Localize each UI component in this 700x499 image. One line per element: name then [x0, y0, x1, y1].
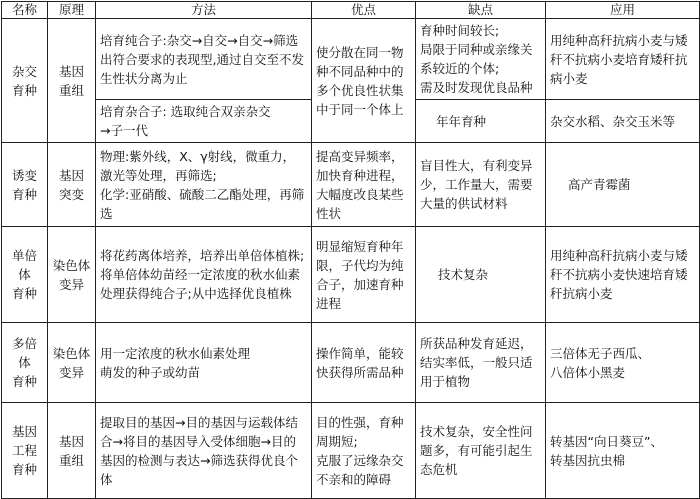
row-advantages: 操作简单，能较快获得所需品种: [312, 323, 416, 403]
row-application: 用纯种高秆抗病小麦与矮秆不抗病小麦快速培育矮秆抗病小麦: [546, 227, 700, 323]
table-row: [2, 323, 700, 403]
header-advantages: 优点: [312, 2, 416, 19]
row-application: 转基因“向日葵豆”、 转基因抗虫棉: [546, 403, 700, 499]
row-method: 提取目的基因→目的基因与运载体结合→将目的基因导入受体细胞→目的基因的检测与表达→筛选获得优良个体: [96, 403, 312, 499]
table-row: [2, 19, 700, 100]
row-method: 用一定浓度的秋水仙素处理 萌发的种子或幼苗: [96, 323, 312, 403]
row-advantages: 目的性强，育种周期短; 克服了远缘杂交不亲和的障碍: [312, 403, 416, 499]
breeding-methods-table: [1, 1, 700, 499]
row-name: 多倍体 育种: [2, 323, 48, 403]
row-application: 用纯种高秆抗病小麦与矮秆不抗病小麦培育矮秆抗病小麦: [546, 19, 700, 100]
header-principle: 原理: [48, 2, 96, 19]
row-disadvantages: 育种时间较长; 局限于同种或亲缘关系较近的个体; 需及时发现优良品种: [416, 19, 546, 100]
row-principle: 基因 重组: [48, 19, 96, 143]
row-name: 诱变 育种: [2, 143, 48, 227]
row-application: 高产青霉菌: [546, 143, 700, 227]
header-disadvantages: 缺点: [416, 2, 546, 19]
table-row: [2, 227, 700, 323]
row-disadvantages: 技术复杂: [416, 227, 546, 323]
row-advantages: 使分散在同一物种不同品种中的多个优良性状集中于同一个体上: [312, 19, 416, 143]
row-advantages: 提高变异频率，加快育种进程，大幅度改良某些性状: [312, 143, 416, 227]
row-application: 杂交水稻、杂交玉米等: [546, 100, 700, 143]
row-method: 将花药离体培养，培养出单倍体植株;将单倍体幼苗经一定浓度的秋水仙素处理获得纯合子;从中选择优良植株: [96, 227, 312, 323]
row-principle: 基因 重组: [48, 403, 96, 499]
row-disadvantages: 所获品种发育延迟，结实率低，一般只适用于植物: [416, 323, 546, 403]
row-method: 培育杂合子: 选取纯合双亲杂交 →子一代: [96, 100, 312, 143]
header-method: 方法: [96, 2, 312, 19]
row-disadvantages: 技术复杂，安全性问题多，有可能引起生态危机: [416, 403, 546, 499]
header-application: 应用: [546, 2, 700, 19]
row-method: 物理:紫外线，X、γ射线，微重力，激光等处理，再筛选; 化学:亚硝酸、硫酸二乙酯处理，再筛选: [96, 143, 312, 227]
row-principle: 染色体 变异: [48, 323, 96, 403]
row-name: 单倍体 育种: [2, 227, 48, 323]
row-method: 培育纯合子:杂交→自交→自交→筛选出符合要求的表现型,通过自交至不发生性状分离为止: [96, 19, 312, 100]
row-principle: 染色体 变异: [48, 227, 96, 323]
row-name: 杂交 育种: [2, 19, 48, 143]
header-row: [2, 2, 700, 19]
row-name: 基因 工程 育种: [2, 403, 48, 499]
row-disadvantages: 年年育种: [416, 100, 546, 143]
row-application: 三倍体无子西瓜、 八倍体小黑麦: [546, 323, 700, 403]
row-disadvantages: 盲目性大，有利变异少，工作量大，需要大量的供试材料: [416, 143, 546, 227]
row-principle: 基因 突变: [48, 143, 96, 227]
header-name: 名称: [2, 2, 48, 19]
table-row: [2, 143, 700, 227]
table-row: [2, 403, 700, 499]
row-advantages: 明显缩短育种年限，子代均为纯合子，加速育种进程: [312, 227, 416, 323]
